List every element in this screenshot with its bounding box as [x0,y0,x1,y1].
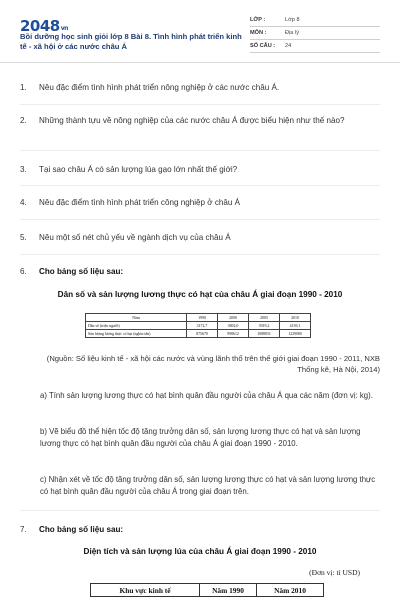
divider [20,185,380,186]
table-1-title: Dân số và sản lượng lương thực có hạt của châu Á giai đoạn 1990 - 2010 [57,290,343,299]
table-cell: 875670 [187,330,218,338]
divider [20,510,380,511]
table-1-source: (Nguồn: Số liệu kinh tế - xã hội các nước và vùng lãnh thổ trên thế giới giai đoạn 1990 - 2011, NXB Thống kê, Hà Nội, 2014) [46,354,380,374]
table-header-cell: 2000 [218,314,249,322]
rice-area-output-table [90,583,324,597]
meta-grade: LỚP : Lớp 8 [250,14,380,27]
table-row [86,322,311,330]
divider [20,150,380,151]
divider [20,254,380,255]
table-header-cell: Năm 1990 [200,584,257,597]
table-cell: 3172,7 [187,322,218,330]
table-header-cell: 1990 [187,314,218,322]
table-cell: 3919,2 [249,322,280,330]
table-cell: 998612 [218,330,249,338]
table-header-row [91,584,324,597]
document-title: Bồi dưỡng học sinh giỏi lớp 8 Bài 8. Tình hình phát triển kinh tế - xã hội ở các nước châu Á [20,32,242,51]
question-6: 6. Cho bảng số liệu sau: [20,267,124,276]
table-header-cell: Năm 2010 [257,584,324,597]
table-2-title: Diện tích và sản lượng lúa của châu Á giai đoạn 1990 - 2010 [83,547,317,556]
table-header-cell: 2005 [249,314,280,322]
question-6-part-a: a) Tính sản lượng lương thực có hạt bình quân đầu người của châu Á qua các năm (đơn vị: kg). [40,391,373,400]
table-header-cell: 2010 [280,314,311,322]
site-logo[interactable]: 2048vn [20,17,68,35]
question-2: 2. Những thành tựu về nông nghiệp của các nước châu Á được biểu hiện như thế nào? [20,116,345,125]
question-6-part-c: c) Nhận xét về tốc độ tăng trưởng dân số, sản lượng lương thực có hạt và sản lượng lương thực có hạt bình quân đầu người của châu Á trong giai đoạn trên. [40,475,376,496]
table-cell: 4139,1 [280,322,311,330]
population-food-table [85,313,311,338]
table-cell: Sản lượng lương thực có hạt (nghìn tấn) [86,330,187,338]
question-5: 5. Nêu một số nét chủ yếu về ngành dịch vụ của châu Á [20,233,231,242]
table-header-cell: Khu vực kinh tế [91,584,200,597]
divider [20,219,380,220]
question-4: 4. Nêu đặc điểm tình hình phát triển công nghiệp ở châu Á [20,198,241,207]
divider [20,104,380,105]
table-header-cell: Năm [86,314,187,322]
question-6-part-b: b) Vẽ biểu đồ thể hiện tốc độ tăng trưởng dân số, sản lượng lương thực có hạt và sản lượng lương thực có hạt bình quân đầu người của châu Á giai đoạn 1990 - 2010. [40,427,361,448]
table-cell: 3692,0 [218,322,249,330]
table-cell: 1229080 [280,330,311,338]
table-header-row [86,314,311,322]
meta-question-count: SỐ CÂU : 24 [250,40,380,53]
table-cell: 1088831 [249,330,280,338]
table-cell: Dân số (triệu người) [86,322,187,330]
page-header [0,0,400,63]
table-2-unit: (Đơn vị: tỉ USD) [309,568,360,577]
table-row [86,330,311,338]
meta-subject: MÔN : Địa lý [250,27,380,40]
question-7: 7. Cho bảng số liệu sau: [20,525,124,534]
document-meta [250,14,380,53]
question-3: 3. Tại sao châu Á có sản lượng lúa gạo lớn nhất thế giới? [20,165,238,174]
question-1: 1. Nêu đặc điểm tình hình phát triển nông nghiệp ở các nước châu Á. [20,83,280,92]
